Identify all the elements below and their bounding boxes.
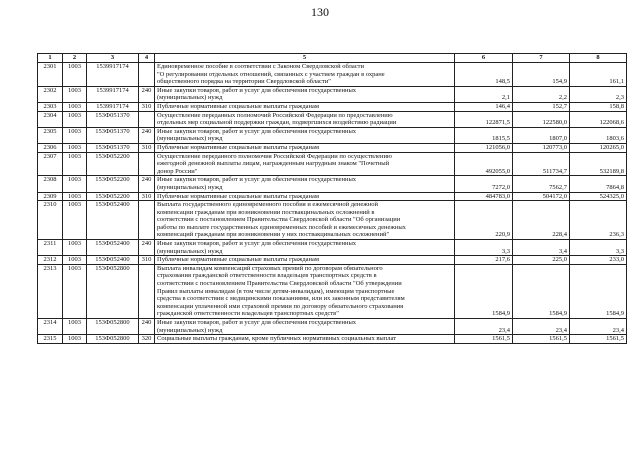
target-code-cell: 153Ф052800 bbox=[87, 335, 139, 344]
section-code-cell: 1003 bbox=[63, 319, 87, 335]
section-code-cell: 1003 bbox=[63, 111, 87, 127]
description-line: компенсаций гражданам при возникновении у них поствакцинальных осложнений" bbox=[157, 231, 390, 239]
expense-type-cell bbox=[139, 201, 155, 240]
amount-year2-cell: 154,9 bbox=[513, 63, 570, 87]
description-line: (муниципальных) нужд bbox=[157, 94, 223, 102]
amount-year1-cell: 217,6 bbox=[455, 256, 513, 265]
target-code-cell: 153Ф052800 bbox=[87, 319, 139, 335]
amount-year2-cell: 1584,9 bbox=[513, 264, 570, 318]
target-code-cell: 153Ф051370 bbox=[87, 111, 139, 127]
description-cell bbox=[155, 143, 455, 152]
expense-type-cell bbox=[139, 264, 155, 318]
amount-year2-cell: 23,4 bbox=[513, 319, 570, 335]
expense-type-cell bbox=[139, 152, 155, 176]
amount-year3-cell: 120265,0 bbox=[570, 143, 627, 152]
amount-year1-cell: 148,5 bbox=[455, 63, 513, 87]
description-line: гражданской ответственности владельцев транспортных средств" bbox=[157, 310, 339, 318]
section-code-cell: 1003 bbox=[63, 192, 87, 201]
description-line: компенсации уплаченной ими страховой премии по договору обязательного страхования bbox=[157, 302, 404, 310]
description-line: "О регулировании отдельных отношений, связанных с участием граждан в охране bbox=[157, 70, 385, 78]
row-number-cell: 2307 bbox=[38, 152, 63, 176]
description-line: Осуществление переданных полномочий Российской Федерации по предоставлению bbox=[157, 111, 393, 119]
amount-year2-cell: 122580,0 bbox=[513, 111, 570, 127]
row-number-cell: 2301 bbox=[38, 63, 63, 87]
description-line: средства в соответствии с медицинскими показаниями, или их законным представителям bbox=[157, 295, 405, 303]
table-row bbox=[38, 256, 627, 265]
amount-year2-cell: 7562,7 bbox=[513, 176, 570, 192]
target-code-cell: 153Ф052400 bbox=[87, 256, 139, 265]
description-line: Публичные нормативные социальные выплаты гражданам bbox=[157, 143, 320, 151]
target-code-cell: 1539917174 bbox=[87, 102, 139, 111]
description-cell bbox=[155, 319, 455, 335]
amount-year1-cell: 3,3 bbox=[455, 240, 513, 256]
amount-year2-cell: 511734,7 bbox=[513, 152, 570, 176]
amount-year2-cell: 2,2 bbox=[513, 86, 570, 102]
amount-year1-cell: 122871,5 bbox=[455, 111, 513, 127]
description-line: Социальные выплаты гражданам, кроме публичных нормативных социальных выплат bbox=[157, 335, 397, 343]
expense-type-cell: 310 bbox=[139, 192, 155, 201]
description-line: Выплата государственного единовременного пособия и ежемесячной денежной bbox=[157, 201, 378, 209]
column-header: 4 bbox=[139, 54, 155, 63]
amount-year2-cell: 504172,0 bbox=[513, 192, 570, 201]
description-line: Иные закупки товаров, работ и услуг для обеспечения государственных bbox=[157, 319, 357, 326]
description-line: (муниципальных) нужд bbox=[157, 135, 223, 143]
section-code-cell: 1003 bbox=[63, 264, 87, 318]
amount-year2-cell: 228,4 bbox=[513, 201, 570, 240]
description-line: Иные закупки товаров, работ и услуг для обеспечения государственных bbox=[157, 127, 357, 135]
amount-year2-cell: 120773,0 bbox=[513, 143, 570, 152]
expense-type-cell: 240 bbox=[139, 240, 155, 256]
column-header: 7 bbox=[513, 54, 570, 63]
amount-year3-cell: 158,8 bbox=[570, 102, 627, 111]
expense-type-cell: 320 bbox=[139, 335, 155, 344]
table-row bbox=[38, 127, 627, 143]
description-line: Единовременное пособие в соответствии с Законом Свердловской области bbox=[157, 63, 364, 70]
table-row bbox=[38, 111, 627, 127]
description-cell bbox=[155, 192, 455, 201]
amount-year1-cell: 1584,9 bbox=[455, 264, 513, 318]
amount-year3-cell: 3,3 bbox=[570, 240, 627, 256]
section-code-cell: 1003 bbox=[63, 176, 87, 192]
table-row bbox=[38, 201, 627, 240]
description-cell bbox=[155, 256, 455, 265]
amount-year1-cell: 492055,0 bbox=[455, 152, 513, 176]
section-code-cell: 1003 bbox=[63, 63, 87, 87]
table-row bbox=[38, 152, 627, 176]
description-line: (муниципальных) нужд bbox=[157, 183, 223, 191]
description-line: Иные закупки товаров, работ и услуг для обеспечения государственных bbox=[157, 240, 357, 248]
description-line: соответствии с постановлением Правительства Свердловской области "Об утверждении bbox=[157, 280, 402, 288]
description-line: донор России" bbox=[157, 167, 198, 175]
description-cell bbox=[155, 176, 455, 192]
amount-year3-cell: 1584,9 bbox=[570, 264, 627, 318]
table-row bbox=[38, 102, 627, 111]
row-number-cell: 2314 bbox=[38, 319, 63, 335]
amount-year2-cell: 1807,0 bbox=[513, 127, 570, 143]
row-number-cell: 2313 bbox=[38, 264, 63, 318]
description-line: (муниципальных) нужд bbox=[157, 247, 223, 255]
table-row bbox=[38, 240, 627, 256]
expense-type-cell: 310 bbox=[139, 102, 155, 111]
row-number-cell: 2315 bbox=[38, 335, 63, 344]
description-cell bbox=[155, 102, 455, 111]
description-line: соответствии с постановлением Правительства Свердловской области "Об организации bbox=[157, 216, 401, 224]
target-code-cell: 153Ф052200 bbox=[87, 192, 139, 201]
description-cell bbox=[155, 201, 455, 240]
row-number-cell: 2308 bbox=[38, 176, 63, 192]
amount-year1-cell: 1815,5 bbox=[455, 127, 513, 143]
table-row bbox=[38, 143, 627, 152]
description-line: компенсации гражданам при возникновении поствакцинальных осложнений в bbox=[157, 208, 375, 216]
row-number-cell: 2312 bbox=[38, 256, 63, 265]
target-code-cell: 153Ф051370 bbox=[87, 127, 139, 143]
amount-year3-cell: 23,4 bbox=[570, 319, 627, 335]
description-line: отдельных мер социальной поддержки граждан, подвергшихся воздействию радиации bbox=[157, 119, 397, 127]
table-row bbox=[38, 192, 627, 201]
description-cell bbox=[155, 127, 455, 143]
amount-year2-cell: 225,0 bbox=[513, 256, 570, 265]
table-row bbox=[38, 176, 627, 192]
budget-table bbox=[37, 53, 627, 344]
target-code-cell: 1539917174 bbox=[87, 86, 139, 102]
amount-year1-cell: 7272,0 bbox=[455, 176, 513, 192]
target-code-cell: 1539917174 bbox=[87, 63, 139, 87]
expense-type-cell: 240 bbox=[139, 176, 155, 192]
target-code-cell: 153Ф052800 bbox=[87, 264, 139, 318]
expense-type-cell: 240 bbox=[139, 319, 155, 335]
amount-year1-cell: 220,9 bbox=[455, 201, 513, 240]
column-header: 2 bbox=[63, 54, 87, 63]
description-cell bbox=[155, 63, 455, 87]
expense-type-cell bbox=[139, 63, 155, 87]
description-line: Осуществление переданного полномочия Российской Федерации по осуществлению bbox=[157, 152, 392, 160]
table-row bbox=[38, 63, 627, 87]
expense-type-cell: 240 bbox=[139, 127, 155, 143]
amount-year3-cell: 1803,6 bbox=[570, 127, 627, 143]
target-code-cell: 153Ф052400 bbox=[87, 240, 139, 256]
amount-year1-cell: 146,4 bbox=[455, 102, 513, 111]
amount-year3-cell: 122068,6 bbox=[570, 111, 627, 127]
description-cell bbox=[155, 240, 455, 256]
amount-year3-cell: 532189,8 bbox=[570, 152, 627, 176]
amount-year1-cell: 121056,0 bbox=[455, 143, 513, 152]
row-number-cell: 2302 bbox=[38, 86, 63, 102]
column-header: 8 bbox=[570, 54, 627, 63]
description-line: страхования гражданской ответственности владельцев транспортных средств в bbox=[157, 272, 377, 280]
description-cell bbox=[155, 86, 455, 102]
description-cell bbox=[155, 111, 455, 127]
description-cell bbox=[155, 152, 455, 176]
amount-year1-cell: 2,1 bbox=[455, 86, 513, 102]
description-line: Публичные нормативные социальные выплаты гражданам bbox=[157, 102, 320, 110]
amount-year2-cell: 3,4 bbox=[513, 240, 570, 256]
table-row bbox=[38, 335, 627, 344]
table-row bbox=[38, 319, 627, 335]
section-code-cell: 1003 bbox=[63, 86, 87, 102]
section-code-cell: 1003 bbox=[63, 335, 87, 344]
row-number-cell: 2309 bbox=[38, 192, 63, 201]
target-code-cell: 153Ф052200 bbox=[87, 152, 139, 176]
target-code-cell: 153Ф051370 bbox=[87, 143, 139, 152]
description-line: работы по выплате государственных единовременных пособий и ежемесячных денежных bbox=[157, 223, 406, 231]
description-line: (муниципальных) нужд bbox=[157, 326, 223, 334]
header-row bbox=[38, 54, 627, 63]
amount-year3-cell: 161,1 bbox=[570, 63, 627, 87]
amount-year3-cell: 1561,5 bbox=[570, 335, 627, 344]
description-line: Публичные нормативные социальные выплаты гражданам bbox=[157, 256, 320, 264]
description-line: Правил выплаты инвалидам (в том числе детям-инвалидам), имеющим транспортные bbox=[157, 287, 395, 295]
section-code-cell: 1003 bbox=[63, 256, 87, 265]
section-code-cell: 1003 bbox=[63, 143, 87, 152]
column-header: 3 bbox=[87, 54, 139, 63]
description-line: Выплата инвалидам компенсаций страховых премий по договорам обязательного bbox=[157, 264, 383, 272]
row-number-cell: 2305 bbox=[38, 127, 63, 143]
table-row bbox=[38, 86, 627, 102]
amount-year2-cell: 152,7 bbox=[513, 102, 570, 111]
description-line: Публичные нормативные социальные выплаты гражданам bbox=[157, 192, 320, 200]
amount-year2-cell: 1561,5 bbox=[513, 335, 570, 344]
target-code-cell: 153Ф052400 bbox=[87, 201, 139, 240]
expense-type-cell: 310 bbox=[139, 256, 155, 265]
amount-year1-cell: 484783,0 bbox=[455, 192, 513, 201]
section-code-cell: 1003 bbox=[63, 201, 87, 240]
description-cell bbox=[155, 335, 455, 344]
section-code-cell: 1003 bbox=[63, 102, 87, 111]
description-line: ежегодной денежной выплаты лицам, награжденным нагрудным знаком "Почетный bbox=[157, 160, 390, 168]
amount-year1-cell: 23,4 bbox=[455, 319, 513, 335]
amount-year3-cell: 233,0 bbox=[570, 256, 627, 265]
description-line: Иные закупки товаров, работ и услуг для обеспечения государственных bbox=[157, 176, 357, 184]
table-row bbox=[38, 264, 627, 318]
expense-type-cell bbox=[139, 111, 155, 127]
amount-year3-cell: 524325,0 bbox=[570, 192, 627, 201]
amount-year1-cell: 1561,5 bbox=[455, 335, 513, 344]
section-code-cell: 1003 bbox=[63, 127, 87, 143]
amount-year3-cell: 236,3 bbox=[570, 201, 627, 240]
row-number-cell: 2306 bbox=[38, 143, 63, 152]
target-code-cell: 153Ф052200 bbox=[87, 176, 139, 192]
column-header: 1 bbox=[38, 54, 63, 63]
amount-year3-cell: 2,3 bbox=[570, 86, 627, 102]
description-line: общественного порядка на территории Свердловской области" bbox=[157, 78, 331, 86]
section-code-cell: 1003 bbox=[63, 152, 87, 176]
row-number-cell: 2303 bbox=[38, 102, 63, 111]
row-number-cell: 2310 bbox=[38, 201, 63, 240]
amount-year3-cell: 7864,8 bbox=[570, 176, 627, 192]
page-number: 130 bbox=[311, 5, 329, 19]
row-number-cell: 2304 bbox=[38, 111, 63, 127]
table-body bbox=[38, 63, 627, 344]
section-code-cell: 1003 bbox=[63, 240, 87, 256]
expense-type-cell: 310 bbox=[139, 143, 155, 152]
expense-type-cell: 240 bbox=[139, 86, 155, 102]
column-header: 6 bbox=[455, 54, 513, 63]
description-cell bbox=[155, 264, 455, 318]
description-line: Иные закупки товаров, работ и услуг для обеспечения государственных bbox=[157, 86, 357, 94]
column-header: 5 bbox=[155, 54, 455, 63]
row-number-cell: 2311 bbox=[38, 240, 63, 256]
